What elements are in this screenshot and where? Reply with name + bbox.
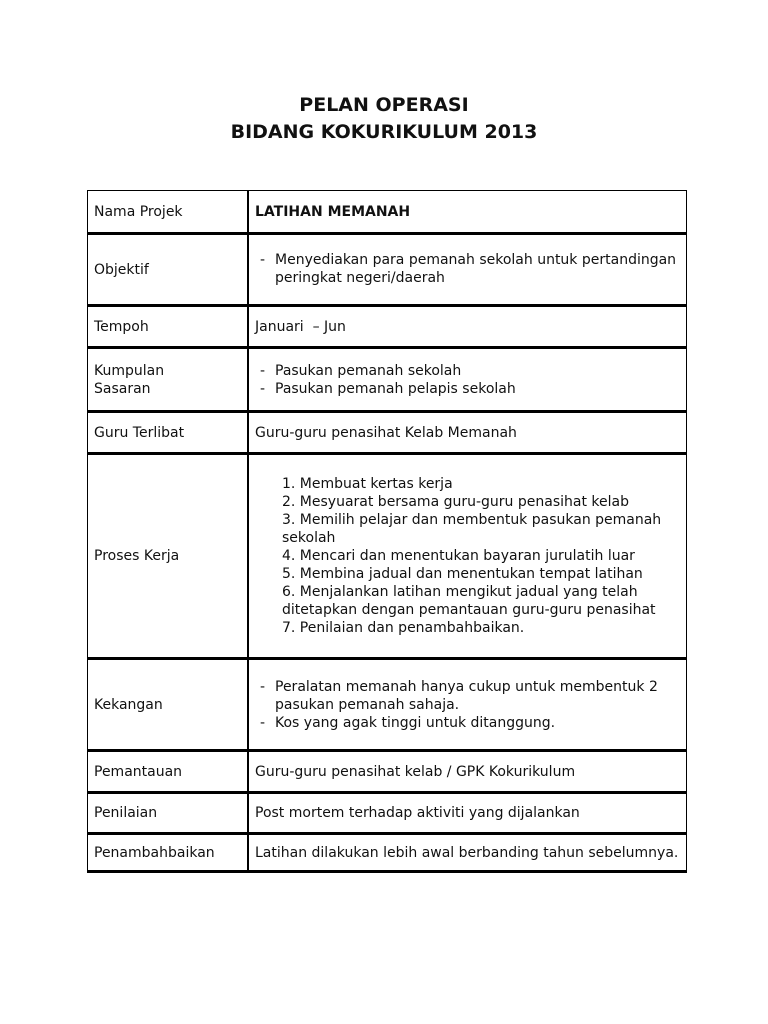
document-title <box>0 92 768 146</box>
value-pemantauan: Guru-guru penasihat kelab / GPK Kokurikulum <box>248 751 687 793</box>
title-line-1: PELAN OPERASI <box>299 94 469 116</box>
objektif-item: - Menyediakan para pemanah sekolah untuk pertandingan peringkat negeri/daerah <box>255 251 680 287</box>
proses-step: 6. Menjalankan latihan mengikut jadual yang telah ditetapkan dengan pemantauan guru-guru penasihat <box>282 584 656 618</box>
proses-step: 4. Mencari dan menentukan bayaran jurulatih luar <box>282 548 635 564</box>
row-pemantauan <box>88 751 687 793</box>
row-proses-kerja <box>88 454 687 659</box>
proses-step: 1. Membuat kertas kerja <box>282 476 453 492</box>
row-kumpulan-sasaran <box>88 348 687 412</box>
operation-plan-table <box>87 190 687 873</box>
label-objektif: Objektif <box>88 234 249 306</box>
row-objektif <box>88 234 687 306</box>
label-tempoh: Tempoh <box>88 306 249 348</box>
value-penambahbaikan: Latihan dilakukan lebih awal berbanding tahun sebelumnya. <box>248 834 687 872</box>
proses-step: 5. Membina jadual dan menentukan tempat latihan <box>282 566 643 582</box>
label-guru-terlibat: Guru Terlibat <box>88 412 249 454</box>
row-penilaian <box>88 793 687 834</box>
value-penilaian: Post mortem terhadap aktiviti yang dijalankan <box>248 793 687 834</box>
row-guru-terlibat <box>88 412 687 454</box>
value-kumpulan-sasaran <box>248 348 687 412</box>
value-tempoh: Januari – Jun <box>248 306 687 348</box>
proses-step: 3. Memilih pelajar dan membentuk pasukan pemanah sekolah <box>282 512 662 546</box>
label-penambahbaikan: Penambahbaikan <box>88 834 249 872</box>
value-objektif <box>248 234 687 306</box>
value-nama-projek: LATIHAN MEMANAH <box>248 191 687 234</box>
row-penambahbaikan <box>88 834 687 872</box>
sasaran-item: - Pasukan pemanah pelapis sekolah <box>255 380 680 398</box>
label-nama-projek: Nama Projek <box>88 191 249 234</box>
label-sasaran: Sasaran <box>94 380 151 397</box>
label-kekangan: Kekangan <box>88 659 249 751</box>
label-proses-kerja: Proses Kerja <box>88 454 249 659</box>
title-line-2: BIDANG KOKURIKULUM 2013 <box>230 121 538 143</box>
proses-step: 2. Mesyuarat bersama guru-guru penasihat kelab <box>282 494 629 510</box>
row-tempoh <box>88 306 687 348</box>
label-pemantauan: Pemantauan <box>88 751 249 793</box>
label-kumpulan-sasaran <box>88 348 249 412</box>
value-guru-terlibat: Guru-guru penasihat Kelab Memanah <box>248 412 687 454</box>
kekangan-item: - Kos yang agak tinggi untuk ditanggung. <box>255 714 680 732</box>
label-penilaian: Penilaian <box>88 793 249 834</box>
value-kekangan <box>248 659 687 751</box>
sasaran-item: - Pasukan pemanah sekolah <box>255 362 680 380</box>
kekangan-item: - Peralatan memanah hanya cukup untuk membentuk 2 pasukan pemanah sahaja. <box>255 678 680 714</box>
row-nama-projek <box>88 191 687 234</box>
label-kumpulan: Kumpulan <box>94 362 165 379</box>
value-proses-kerja <box>248 454 687 659</box>
row-kekangan <box>88 659 687 751</box>
proses-step: 7. Penilaian dan penambahbaikan. <box>282 620 525 636</box>
